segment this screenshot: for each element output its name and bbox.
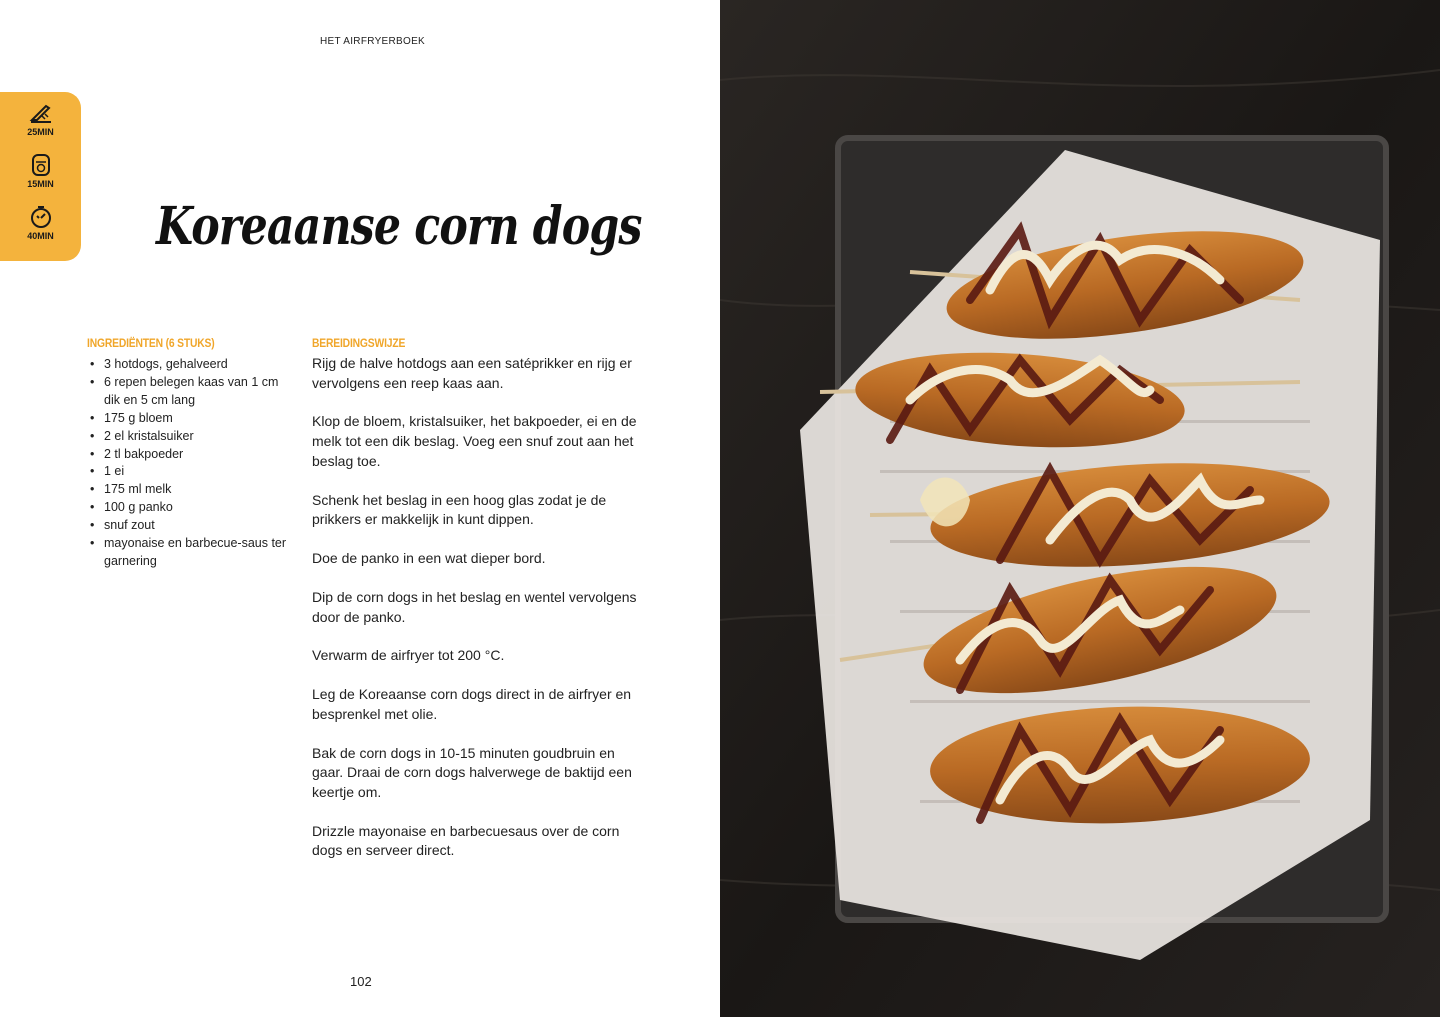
prep-time-label: 25MIN — [27, 127, 54, 137]
method-step: Verwarm de airfryer tot 200 °C. — [312, 647, 505, 664]
prep-time — [0, 100, 81, 137]
ingredient-item: • 175 ml melk — [88, 481, 288, 499]
ingredient-item: • mayonaise en barbecue-saus ter garnering — [88, 535, 288, 571]
ingredient-item: • 3 hotdogs, gehalveerd — [88, 356, 288, 374]
ingredient-item: • snuf zout — [88, 517, 288, 535]
prep-knife-icon — [28, 100, 54, 126]
ingredients-list — [88, 356, 288, 571]
running-head: HET AIRFRYERBOEK — [320, 36, 426, 47]
ingredient-item: • 100 g panko — [88, 499, 288, 517]
page-number: 102 — [350, 974, 372, 989]
method-step: Bak de corn dogs in 10-15 minuten goudbruin en gaar. Draai de corn dogs halverwege de baktijd een keertje om. — [312, 744, 632, 800]
ingredient-item: • 2 tl bakpoeder — [88, 446, 288, 464]
method-step: Drizzle mayonaise en barbecuesaus over de corn dogs en serveer direct. — [312, 822, 620, 859]
total-time — [0, 204, 81, 241]
ingredient-item: • 2 el kristalsuiker — [88, 428, 288, 446]
total-time-label: 40MIN — [27, 231, 54, 241]
ingredients-heading: INGREDIËNTEN (6 STUKS) — [87, 336, 215, 350]
ingredient-item: • 1 ei — [88, 463, 288, 481]
ingredient-item: • 175 g bloem — [88, 410, 288, 428]
airfryer-time-label: 15MIN — [27, 179, 54, 189]
method-steps — [312, 354, 642, 880]
method-heading: BEREIDINGSWIJZE — [312, 336, 406, 350]
method-step: Doe de panko in een wat dieper bord. — [312, 550, 546, 567]
timer-icon — [28, 204, 54, 230]
method-step: Klop de bloem, kristalsuiker, het bakpoeder, ei en de melk tot een dik beslag. Voeg een snuf zout aan het beslag toe. — [312, 413, 637, 469]
ingredient-item: • 6 repen belegen kaas van 1 cm dik en 5 cm lang — [88, 374, 288, 410]
airfryer-time — [0, 152, 81, 189]
airfryer-icon — [28, 152, 54, 178]
food-photo-illustration — [720, 0, 1440, 1017]
method-step: Leg de Koreaanse corn dogs direct in de airfryer en besprenkel met olie. — [312, 686, 632, 722]
corn-dogs-photo — [720, 0, 1440, 1017]
method-step: Dip de corn dogs in het beslag en wentel vervolgens door de panko. — [312, 588, 637, 625]
recipe-title: Koreaanse corn dogs — [156, 196, 642, 257]
method-step: Rijg de halve hotdogs aan een satéprikker en rijg er vervolgens een reep kaas aan. — [312, 355, 632, 391]
method-step: Schenk het beslag in een hoog glas zodat je de prikkers er makkelijk in kunt dippen. — [312, 491, 607, 528]
time-tab — [0, 92, 81, 261]
